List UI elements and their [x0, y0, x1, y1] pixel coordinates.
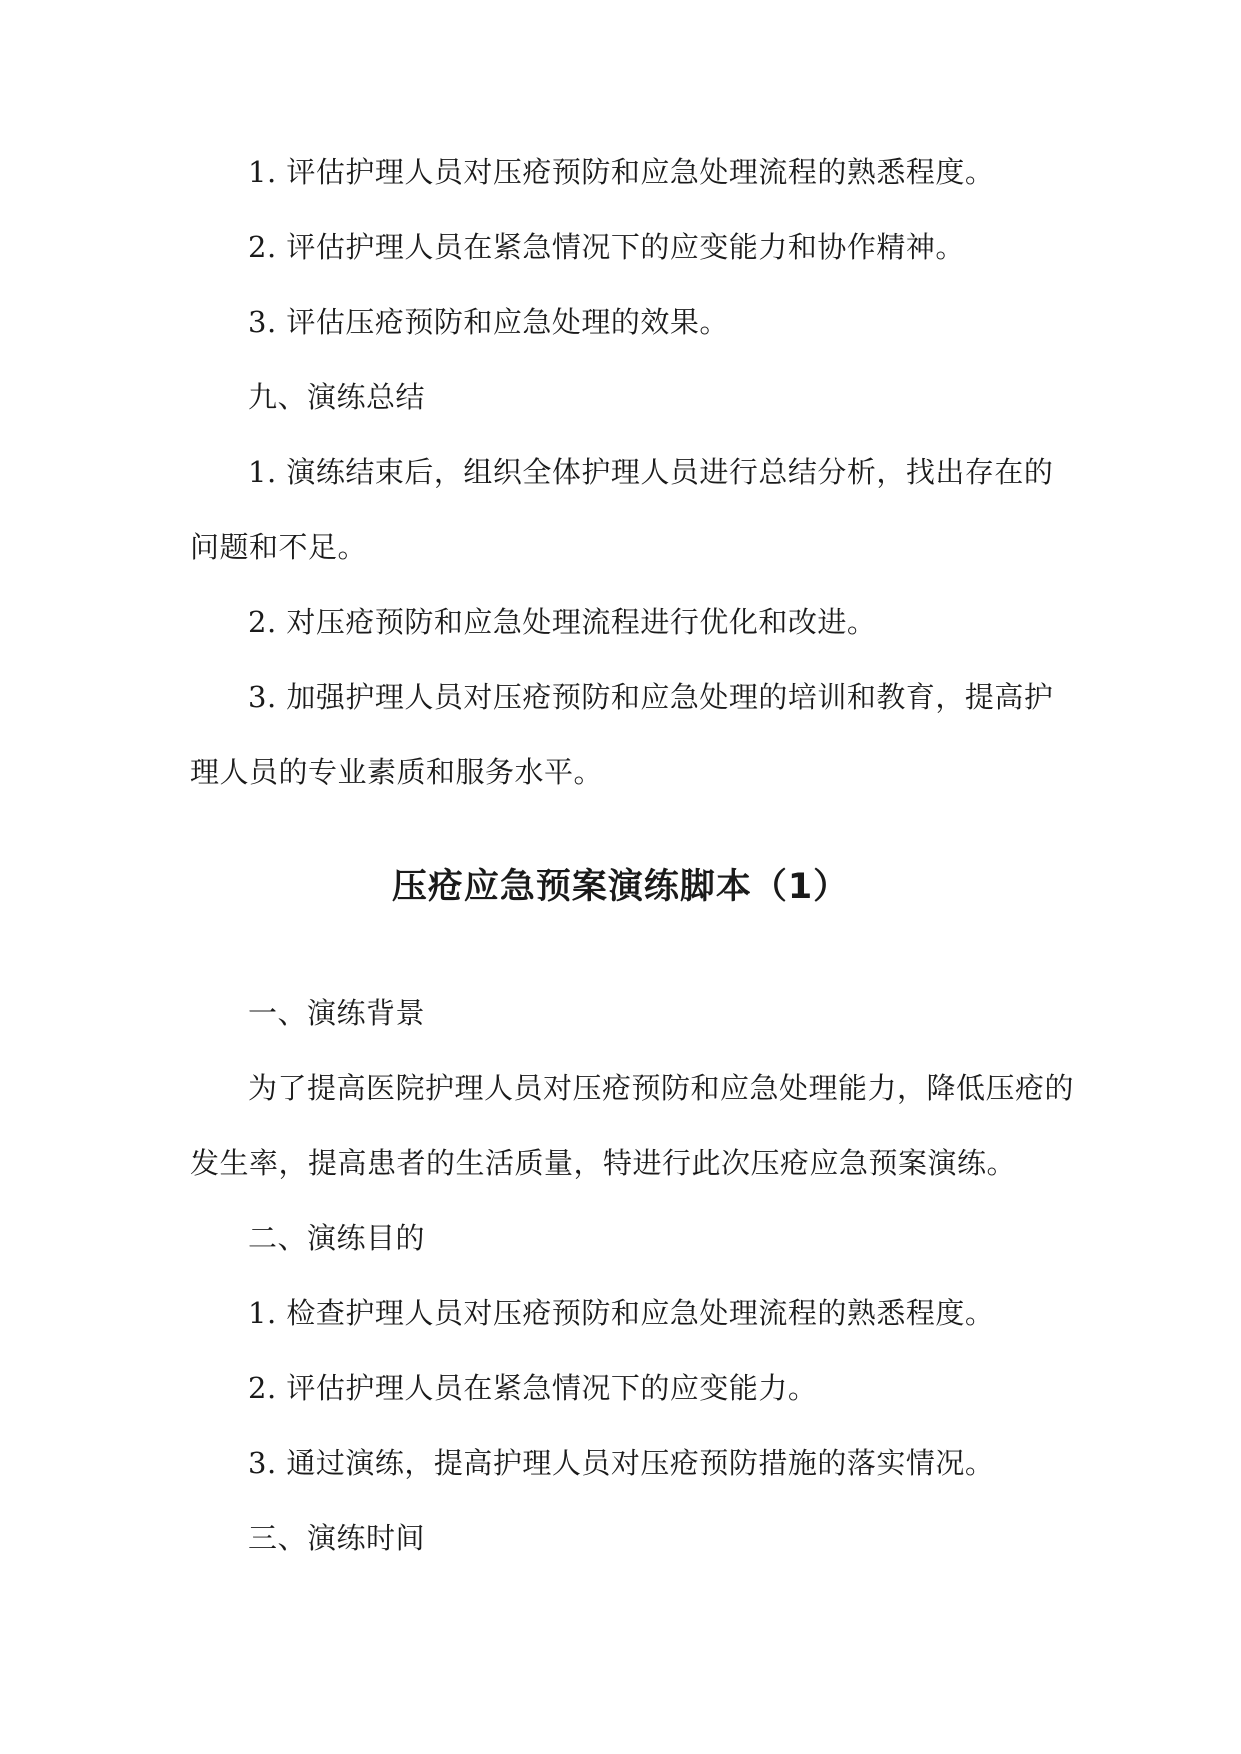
background-paragraph-line-1: 为了提高医院护理人员对压疮预防和应急处理能力，降低压疮的 — [248, 1071, 1075, 1105]
evaluation-item-1: 1. 评估护理人员对压疮预防和应急处理流程的熟悉程度。 — [248, 155, 995, 189]
purpose-item-1: 1. 检查护理人员对压疮预防和应急处理流程的熟悉程度。 — [248, 1296, 995, 1330]
summary-item-3-line-1: 3. 加强护理人员对压疮预防和应急处理的培训和教育，提高护 — [248, 680, 1054, 714]
background-paragraph-line-2: 发生率，提高患者的生活质量，特进行此次压疮应急预案演练。 — [190, 1146, 1017, 1180]
summary-item-1-line-2: 问题和不足。 — [190, 530, 368, 564]
section-two-heading: 二、演练目的 — [248, 1221, 426, 1255]
purpose-item-3: 3. 通过演练，提高护理人员对压疮预防措施的落实情况。 — [248, 1446, 995, 1480]
summary-item-3-line-2: 理人员的专业素质和服务水平。 — [190, 755, 604, 789]
evaluation-item-3: 3. 评估压疮预防和应急处理的效果。 — [248, 305, 729, 339]
document-title: 压疮应急预案演练脚本（1） — [391, 867, 850, 907]
summary-item-1-line-1: 1. 演练结束后，组织全体护理人员进行总结分析，找出存在的 — [248, 455, 1054, 489]
section-one-heading: 一、演练背景 — [248, 996, 426, 1030]
section-nine-heading: 九、演练总结 — [248, 380, 426, 414]
summary-item-2: 2. 对压疮预防和应急处理流程进行优化和改进。 — [248, 605, 877, 639]
section-three-heading: 三、演练时间 — [248, 1521, 426, 1555]
purpose-item-2: 2. 评估护理人员在紧急情况下的应变能力。 — [248, 1371, 818, 1405]
evaluation-item-2: 2. 评估护理人员在紧急情况下的应变能力和协作精神。 — [248, 230, 965, 264]
